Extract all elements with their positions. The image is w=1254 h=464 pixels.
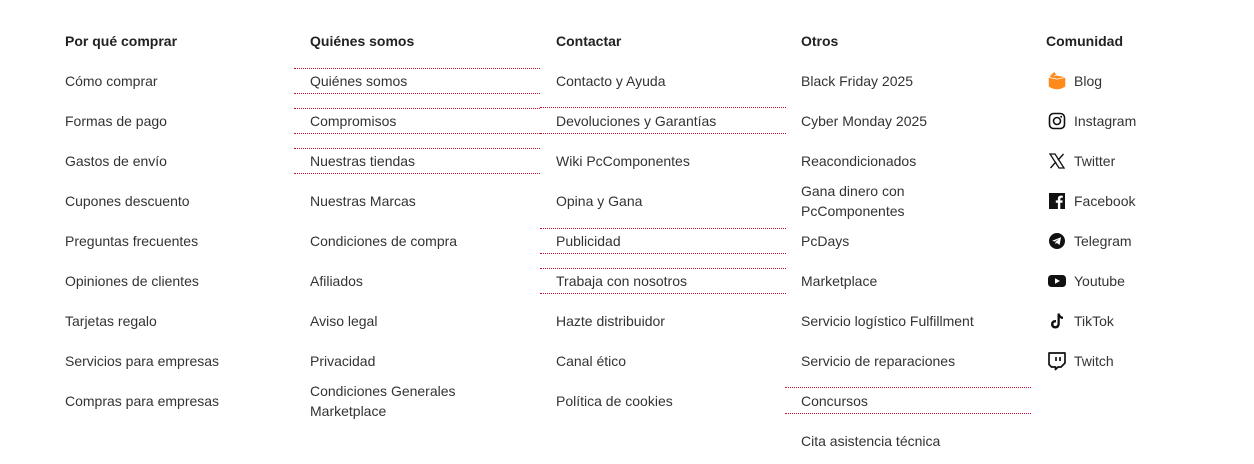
footer-link[interactable]: Opiniones de clientes [65, 273, 199, 289]
footer-link[interactable]: Aviso legal [310, 313, 378, 329]
footer-link[interactable]: Cómo comprar [65, 73, 158, 89]
footer-link[interactable]: Devoluciones y Garantías [540, 107, 786, 134]
social-link-label: Twitch [1074, 353, 1114, 369]
footer-link[interactable]: Formas de pago [65, 113, 167, 129]
twitch-icon [1046, 350, 1068, 372]
social-link-label: Twitter [1074, 153, 1116, 169]
footer-link[interactable]: Wiki PcComponentes [556, 153, 690, 169]
footer-link[interactable]: Marketplace [801, 273, 878, 289]
social-link-facebook[interactable] [1046, 181, 1236, 221]
footer-link[interactable]: PcDays [801, 233, 850, 249]
column-heading: Quiénes somos [310, 33, 415, 49]
blog-icon [1046, 70, 1068, 92]
footer-link[interactable]: Compras para empresas [65, 393, 220, 409]
footer-link[interactable]: Reacondicionados [801, 153, 917, 169]
footer-link[interactable]: Cyber Monday 2025 [801, 113, 928, 129]
instagram-icon [1046, 110, 1068, 132]
social-link-label: Facebook [1074, 193, 1136, 209]
social-link-youtube[interactable] [1046, 261, 1236, 301]
column-heading: Comunidad [1046, 33, 1123, 49]
column-heading: Contactar [556, 33, 622, 49]
social-link-blog[interactable] [1046, 61, 1236, 101]
footer-link[interactable]: Trabaja con nosotros [540, 268, 786, 294]
footer-link[interactable]: Gastos de envío [65, 153, 167, 169]
youtube-icon [1046, 270, 1068, 292]
social-link-label: TikTok [1074, 313, 1114, 329]
footer-link[interactable]: Condiciones Generales Marketplace [310, 383, 456, 419]
footer-link[interactable]: Cita asistencia técnica [801, 433, 941, 449]
footer-link[interactable]: Concursos [785, 387, 1031, 414]
footer-link[interactable]: Afiliados [310, 273, 363, 289]
facebook-icon [1046, 190, 1068, 212]
footer-link[interactable]: Contacto y Ayuda [556, 73, 666, 89]
footer-link[interactable]: Servicio de reparaciones [801, 353, 956, 369]
footer-link[interactable]: Publicidad [540, 228, 786, 254]
footer-link[interactable]: Tarjetas regalo [65, 313, 157, 329]
social-link-label: Telegram [1074, 233, 1132, 249]
column-heading: Por qué comprar [65, 33, 178, 49]
social-link-tiktok[interactable] [1046, 301, 1236, 341]
x-twitter-icon [1046, 150, 1068, 172]
footer-link[interactable]: Nuestras tiendas [294, 148, 540, 174]
footer-link[interactable]: Política de cookies [556, 393, 673, 409]
tiktok-icon [1046, 310, 1068, 332]
social-link-label: Instagram [1074, 113, 1137, 129]
footer-link[interactable]: Hazte distribuidor [556, 313, 665, 329]
footer-link[interactable]: Servicio logístico Fulfillment [801, 313, 974, 329]
footer-link[interactable]: Canal ético [556, 353, 627, 369]
footer-link[interactable]: Black Friday 2025 [801, 73, 914, 89]
social-link-label: Youtube [1074, 273, 1125, 289]
footer-link[interactable]: Servicios para empresas [65, 353, 220, 369]
social-link-twitter[interactable] [1046, 141, 1236, 181]
telegram-icon [1046, 230, 1068, 252]
footer-link[interactable]: Compromisos [294, 108, 540, 134]
column-heading: Otros [801, 33, 839, 49]
footer-link[interactable]: Nuestras Marcas [310, 193, 416, 209]
footer-link[interactable]: Privacidad [310, 353, 376, 369]
footer-link[interactable]: Cupones descuento [65, 193, 190, 209]
footer-link[interactable]: Condiciones de compra [310, 233, 458, 249]
footer-link[interactable]: Quiénes somos [294, 68, 540, 94]
social-link-twitch[interactable] [1046, 341, 1236, 381]
footer-link[interactable]: Opina y Gana [556, 193, 643, 209]
social-link-label: Blog [1074, 73, 1103, 89]
footer-link[interactable]: Preguntas frecuentes [65, 233, 199, 249]
footer-link[interactable]: Gana dinero con PcComponentes [801, 183, 905, 219]
social-link-telegram[interactable] [1046, 221, 1236, 261]
social-link-instagram[interactable] [1046, 101, 1236, 141]
